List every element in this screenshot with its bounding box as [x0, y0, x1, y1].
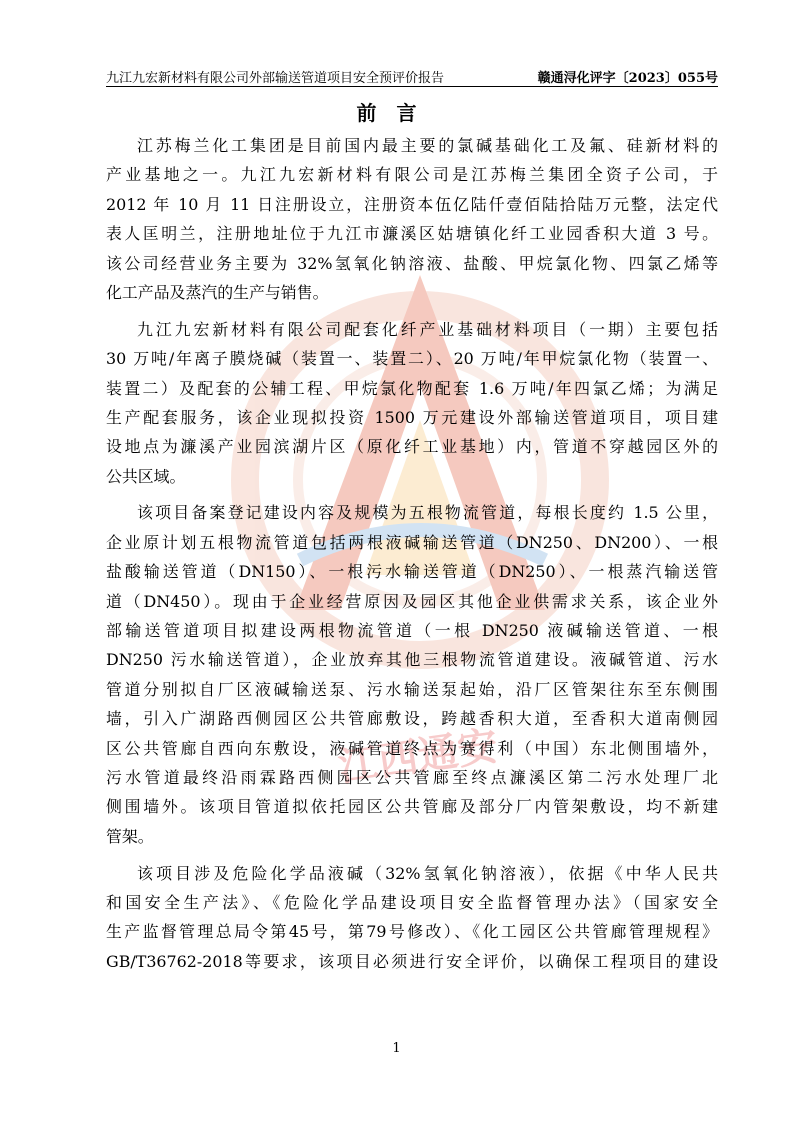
text-line: 该公司经营业务主要为 32%氢氧化钠溶液、盐酸、甲烷氯化物、四氯乙烯等 — [106, 253, 718, 273]
text-line: 产业基地之一。九江九宏新材料有限公司是江苏梅兰集团全资子公司，于 — [106, 165, 718, 185]
text-line: GB/T36762-2018等要求，该项目必须进行安全评价，以确保工程项目的建设 — [106, 951, 718, 971]
text-line: 表人匡明兰，注册地址位于九江市濂溪区姑塘镇化纤工业园香积大道 3 号。 — [106, 224, 718, 244]
text-line: 生产配套服务，该企业现拟投资 1500 万元建设外部输送管道项目，项目建 — [106, 407, 718, 427]
text-line: 2012 年 10 月 11 日注册设立，注册资本伍亿陆仟壹佰陆拾陆万元整，法定代 — [106, 194, 718, 214]
text-line: 公共区域。 — [106, 466, 186, 486]
text-line: 管道分别拟自厂区液碱输送泵、污水输送泵起始，沿厂区管架往东至东侧围 — [106, 679, 718, 699]
text-line: 30 万吨/年离子膜烧碱（装置一、装置二）、20 万吨/年甲烷氯化物（装置一、 — [106, 349, 718, 369]
text-line: 管架。 — [106, 826, 154, 846]
text-line: 化工产品及蒸汽的生产与销售。 — [106, 282, 329, 302]
paragraph-3 — [106, 498, 718, 851]
text-line: 部输送管道项目拟建设两根物流管道（一根 DN250 液碱输送管道、一根 — [106, 621, 718, 641]
paragraph-2 — [106, 315, 718, 491]
page-header — [106, 64, 718, 86]
paragraph-1 — [106, 131, 718, 307]
text-line: 生产监督管理总局令第45号，第79号修改）、《化工园区公共管廊管理规程》 — [106, 922, 718, 942]
text-line: 盐酸输送管道（DN150）、一根污水输送管道（DN250）、一根蒸汽输送管 — [106, 562, 718, 582]
text-line: 该项目备案登记建设内容及规模为五根物流管道，每根长度约 1.5 公里， — [137, 503, 718, 523]
text-line: 设地点为濂溪产业园滨湖片区（原化纤工业基地）内，管道不穿越园区外的 — [106, 437, 718, 457]
text-line: DN250 污水输送管道），企业放弃其他三根物流管道建设。液碱管道、污水 — [106, 650, 718, 670]
document-body — [106, 131, 718, 984]
text-line: 道（DN450）。现由于企业经营原因及园区其他企业供需求关系，该企业外 — [106, 591, 718, 611]
paragraph-4 — [106, 859, 718, 977]
text-line: 江苏梅兰化工集团是目前国内最主要的氯碱基础化工及氟、硅新材料的 — [137, 136, 718, 155]
text-line: 九江九宏新材料有限公司配套化纤产业基础材料项目（一期）主要包括 — [137, 319, 718, 339]
text-line: 污水管道最终沿雨霖路西侧园区公共管廊至终点濂溪区第二污水处理厂北 — [106, 767, 718, 787]
text-line: 墙，引入广湖路西侧园区公共管廊敷设，跨越香积大道，至香积大道南侧园 — [106, 709, 718, 729]
text-line: 该项目涉及危险化学品液碱（32%氢氧化钠溶液），依据《中华人民共 — [137, 863, 718, 883]
header-divider — [106, 86, 718, 87]
text-line: 区公共管廊自西向东敷设，液碱管道终点为赛得利（中国）东北侧围墙外， — [106, 738, 718, 758]
text-line: 企业原计划五根物流管道包括两根液碱输送管道（DN250、DN200）、一根 — [106, 532, 718, 552]
header-report-title: 九江九宏新材料有限公司外部输送管道项目安全预评价报告 — [106, 71, 445, 86]
page-title: 前言 — [356, 101, 437, 125]
watermark-stamp-text: 江西通安 — [335, 722, 501, 792]
text-line: 装置二）及配套的公辅工程、甲烷氯化物配套 1.6 万吨/年四氯乙烯；为满足 — [106, 378, 718, 398]
text-line: 和国安全生产法》、《危险化学品建设项目安全监督管理办法》（国家安全 — [106, 892, 718, 912]
text-line: 侧围墙外。该项目管道拟依托园区公共管廊及部分厂内管架敷设，均不新建 — [106, 797, 718, 817]
page-number: 1 — [392, 1041, 401, 1056]
header-document-number: 赣通浔化评字〔2023〕055号 — [537, 71, 718, 86]
